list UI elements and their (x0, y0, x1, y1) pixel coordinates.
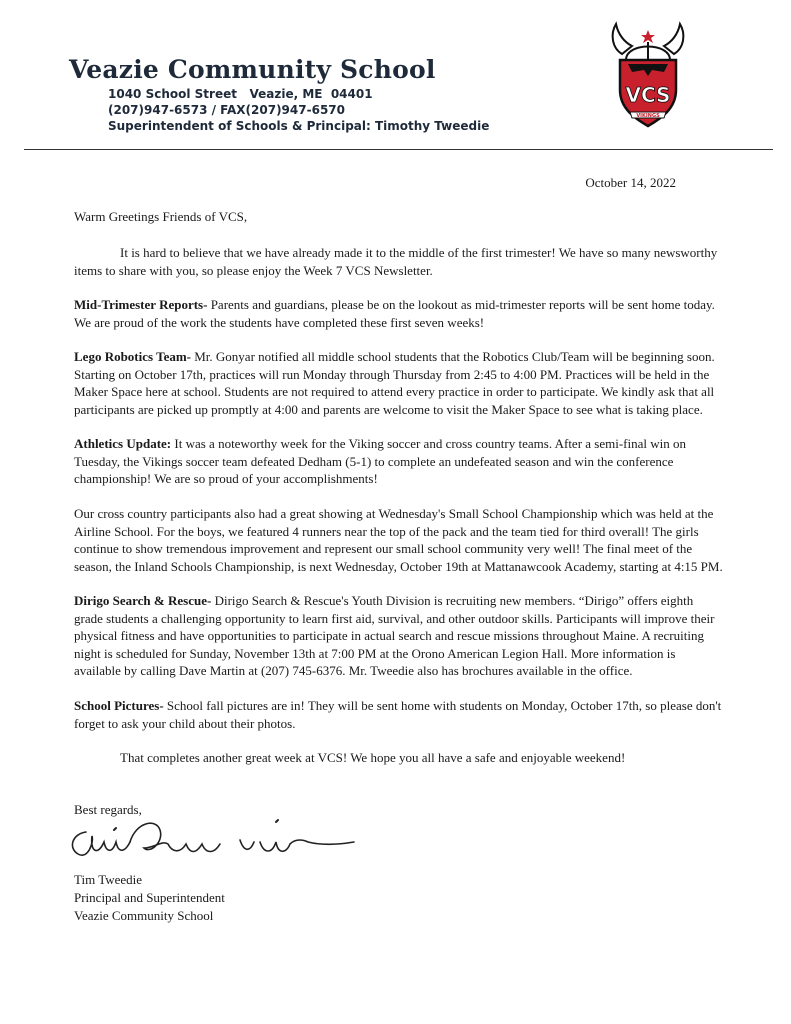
school-address: 1040 School Street Veazie, ME 04401 (108, 87, 373, 101)
letter-date: October 14, 2022 (585, 175, 676, 190)
section-text: Dirigo Search & Rescue's Youth Division is recruiting new members. “Dirigo” offers eighth grade students a challenging opportunity to learn first aid, survival, and other outdoor skills. Participants will improve their physical fitness and have opportunities to participate in actual search and rescue missions throughout Maine. A recruiting night is scheduled for Sunday, November 13th at 7:00 PM at the Orono American Legion Hall. More information is available by calling Dave Martin at (207) 745-6376. Mr. Tweedie also has brochures available in the office. (74, 593, 715, 678)
section-heading: Athletics Update: (74, 436, 172, 451)
letterhead-divider (24, 149, 773, 150)
principal-line: Superintendent of Schools & Principal: Timothy Tweedie (108, 119, 490, 133)
signer-name: Tim Tweedie (74, 872, 143, 887)
section-school-pictures (74, 697, 724, 732)
section-heading: Mid-Trimester Reports- (74, 297, 208, 312)
section-lego-robotics (74, 348, 724, 418)
handwritten-signature (64, 812, 364, 872)
section-heading: School Pictures- (74, 698, 164, 713)
logo-text: VCS (625, 83, 671, 107)
signer-block (74, 871, 225, 925)
closing-paragraph: That completes another great week at VCS! We hope you all have a safe and enjoyable weekend! (120, 750, 626, 765)
viking-helmet-shield-logo (608, 20, 688, 132)
logo-banner-text: VIKINGS (636, 113, 660, 119)
greeting: Warm Greetings Friends of VCS, (74, 209, 248, 224)
sign-off: Best regards, (74, 802, 142, 817)
section-dirigo (74, 592, 724, 680)
school-name: Veazie Community School (69, 55, 436, 84)
letterhead (0, 0, 791, 160)
section-heading: Dirigo Search & Rescue- (74, 593, 212, 608)
section-mid-trimester (74, 296, 724, 331)
signer-organization: Veazie Community School (74, 908, 214, 923)
section-heading: Lego Robotics Team- (74, 349, 191, 364)
section-text: Mr. Gonyar notified all middle school students that the Robotics Club/Team will be beginning soon. Starting on October 17th, practices will run Monday through Thursday from 2:45 to 4:00 PM. Practices will be held in the Maker Space here at school. Students are not required to attend every practice in order to participate. We kindly ask that all participants are picked up promptly at 4:00 and parents are welcome to visit the Maker Space to see what is taking place. (74, 349, 715, 417)
section-text: Parents and guardians, please be on the lookout as mid-trimester reports will be sent home today. We are proud of the work the students have completed these first seven weeks! (74, 297, 715, 330)
section-text: Our cross country participants also had a great showing at Wednesday's Small School Championship which was held at the Airline School. For the boys, we featured 4 runners near the top of the pack and the team tied for third overall! The girls continue to show tremendous improvement and represent our small school community very well! The final meet of the season, the Inland Schools Championship, is next Wednesday, October 19th at Mattanawcook Academy, starting at 4:15 PM. (74, 506, 723, 574)
section-text: It was a noteworthy week for the Viking soccer and cross country teams. After a semi-final win on Tuesday, the Vikings soccer team defeated Dedham (5-1) to complete an undefeated season and win the conference championship! We are so proud of your accomplishments! (74, 436, 686, 486)
school-phone-fax: (207)947-6573 / FAX(207)947-6570 (108, 103, 345, 117)
signer-title: Principal and Superintendent (74, 890, 225, 905)
section-text: School fall pictures are in! They will be sent home with students on Monday, October 17th, so please don't forget to ask your child about their photos. (74, 698, 722, 731)
intro-paragraph: It is hard to believe that we have already made it to the middle of the first trimester! We have so many newsworthy items to share with you, so please enjoy the Week 7 VCS Newsletter. (74, 245, 718, 278)
section-cross-country (74, 505, 724, 575)
section-athletics (74, 435, 724, 488)
